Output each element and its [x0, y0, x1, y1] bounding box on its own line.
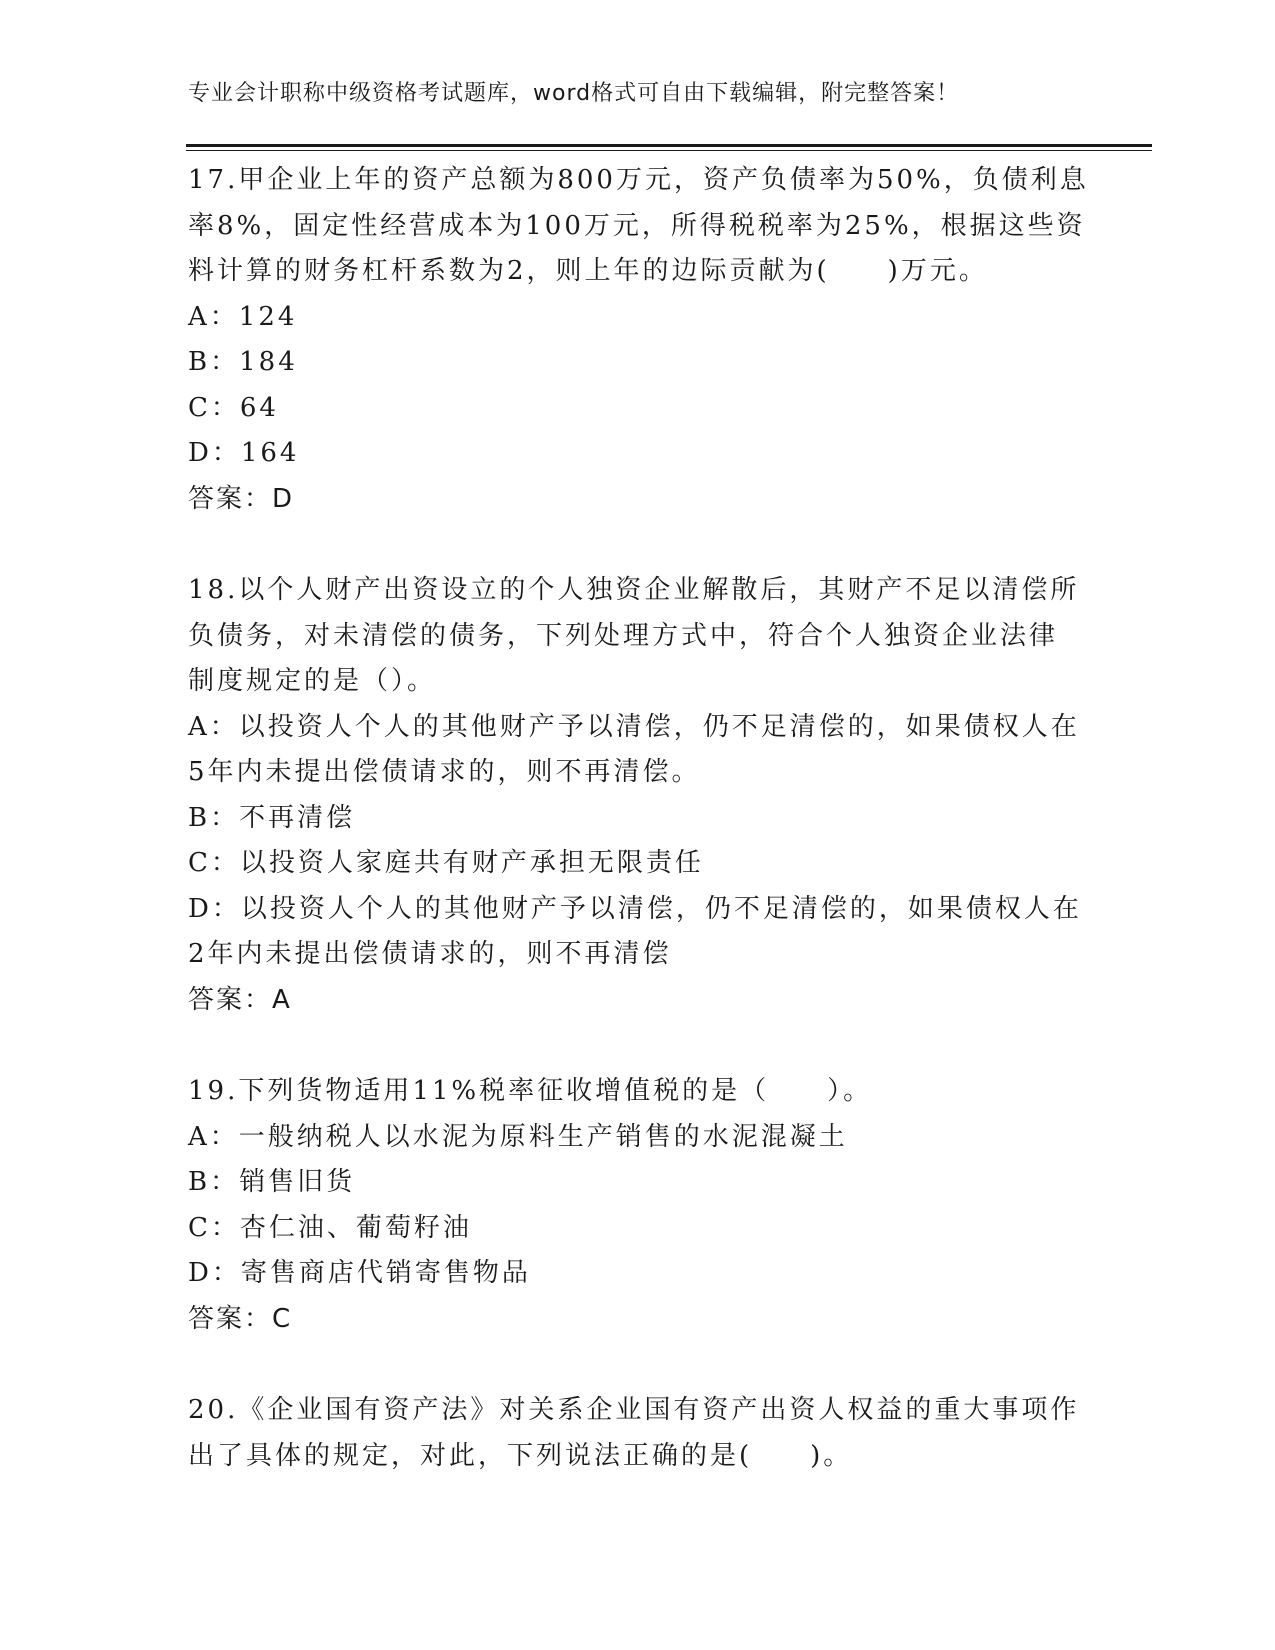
option-c: C：以投资人家庭共有财产承担无限责任 — [188, 848, 704, 878]
option-d: D：164 — [188, 438, 300, 468]
question-20 — [188, 1388, 1088, 1479]
option-d: D：以投资人个人的其他财产予以清偿，仍不足清偿的，如果债权人在 — [188, 893, 1082, 924]
option-a: A：一般纳税人以水泥为原料生产销售的水泥混凝土 — [188, 1121, 848, 1152]
question-stem-line: 料计算的财务杠杆系数为2，则上年的边际贡献为( )万元。 — [188, 256, 988, 286]
question-stem-line: 20.《企业国有资产法》对关系企业国有资产出资人权益的重大事项作 — [188, 1395, 1080, 1425]
question-18 — [188, 568, 1088, 1023]
page-header: 专业会计职称中级资格考试题库，word格式可自由下载编辑，附完整答案！ — [188, 81, 960, 106]
answer-label: 答案：A — [188, 984, 292, 1015]
header-rule-thick — [186, 144, 1152, 147]
answer-label: 答案：C — [188, 1303, 293, 1334]
question-stem-line: 17.甲企业上年的资产总额为800万元，资产负债率为50%，负债利息 — [188, 165, 1089, 195]
question-17 — [188, 158, 1088, 522]
question-gap — [188, 1023, 1088, 1069]
option-a: A：以投资人个人的其他财产予以清偿，仍不足清偿的，如果债权人在 — [188, 711, 1080, 742]
option-b: B：184 — [188, 347, 298, 377]
question-stem-line: 19.下列货物适用11%税率征收增值税的是（ ）。 — [188, 1076, 873, 1106]
question-stem-line: 负债务，对未清偿的债务，下列处理方式中，符合个人独资企业法律 — [188, 620, 1059, 651]
question-gap — [188, 1342, 1088, 1388]
option-b: B：不再清偿 — [188, 802, 356, 833]
question-list — [188, 158, 1088, 1479]
option-c: C：杏仁油、葡萄籽油 — [188, 1212, 472, 1243]
option-a: A：124 — [188, 301, 298, 332]
question-19 — [188, 1069, 1088, 1342]
option-c: C：64 — [188, 392, 279, 423]
option-b: B：销售旧货 — [188, 1167, 356, 1197]
option-a-continued: 5年内未提出偿债请求的，则不再清偿。 — [188, 757, 701, 787]
question-stem-line: 制度规定的是（）。 — [188, 666, 437, 696]
answer-label: 答案：D — [188, 483, 295, 514]
header-rule-thin — [186, 150, 1152, 151]
question-stem-line: 18.以个人财产出资设立的个人独资企业解散后，其财产不足以清偿所 — [188, 575, 1080, 605]
question-stem-line: 出了具体的规定，对此，下列说法正确的是( )。 — [188, 1440, 853, 1471]
option-d-continued: 2年内未提出偿债请求的，则不再清偿 — [188, 939, 672, 969]
question-gap — [188, 522, 1088, 568]
option-d: D：寄售商店代销寄售物品 — [188, 1258, 531, 1288]
question-stem-line: 率8%，固定性经营成本为100万元，所得税税率为25%，根据这些资 — [188, 210, 1086, 241]
